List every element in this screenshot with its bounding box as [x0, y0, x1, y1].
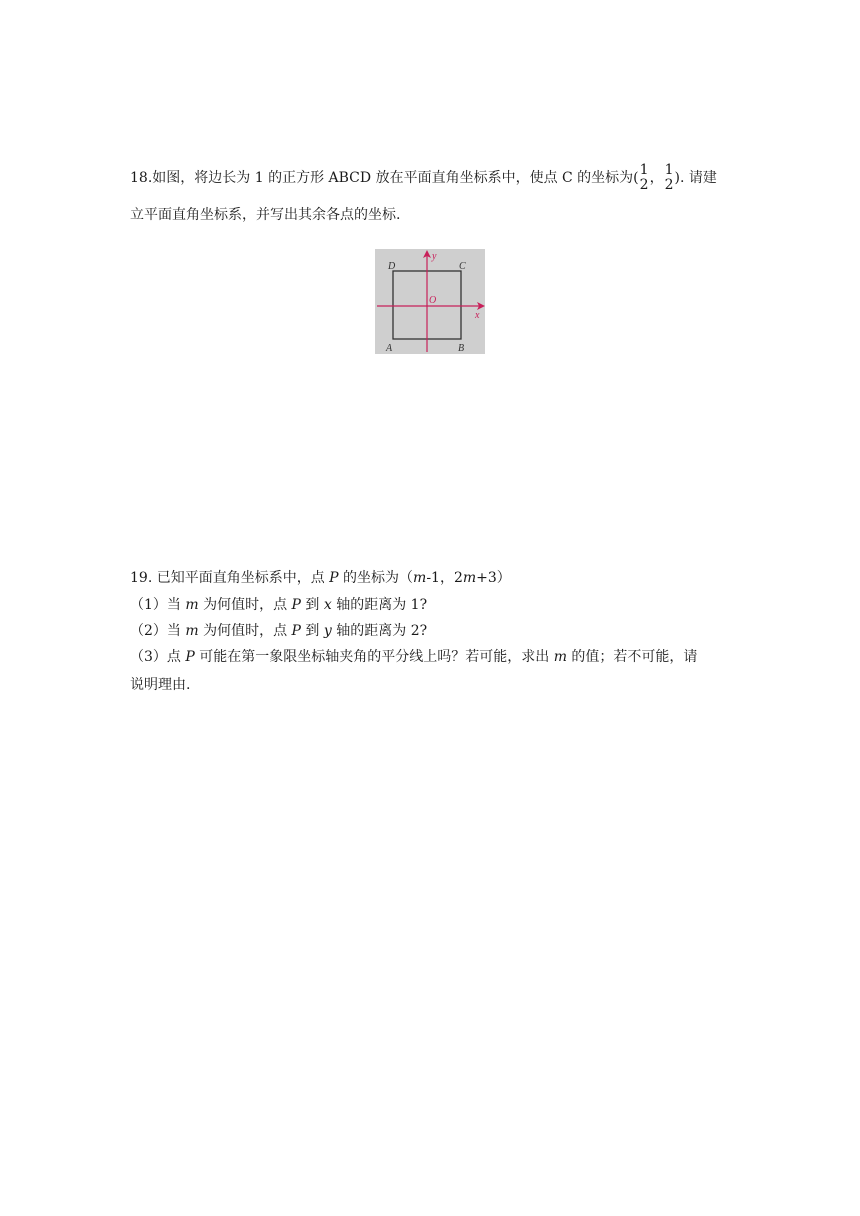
var-y: y	[323, 623, 332, 639]
var-m: m	[185, 623, 199, 639]
label-b: B	[458, 343, 465, 354]
fraction-numerator: 1	[664, 162, 674, 178]
q19-stem	[130, 568, 511, 588]
q18-fraction-1	[640, 163, 649, 193]
var-m: m	[553, 649, 567, 665]
var-m: m	[413, 570, 427, 586]
q19-stem-text: +3）	[476, 570, 511, 586]
var-m: m	[185, 597, 199, 613]
part-text: （3）点	[130, 649, 186, 665]
part-text: 轴的距离为 1?	[331, 597, 428, 613]
q18-text-pre: 18.如图，将边长为 1 的正方形 ABCD 放在平面直角坐标系中，使点 C 的坐标为(	[130, 170, 639, 186]
q18-text-post: ). 请建	[674, 170, 717, 186]
q19-part-2	[130, 621, 427, 641]
q19-stem-text: 的坐标为（	[338, 570, 414, 586]
label-x-axis: x	[475, 310, 480, 321]
figure-svg	[375, 249, 485, 354]
var-p: P	[185, 649, 195, 665]
var-x: x	[323, 597, 332, 613]
part-text: 到	[300, 623, 324, 639]
fraction-numerator: 1	[639, 162, 649, 178]
part-text: （2）当	[130, 623, 186, 639]
fraction-denominator: 2	[639, 177, 649, 193]
var-p: P	[291, 623, 301, 639]
q19-part-3-line-2: 说明理由.	[130, 677, 191, 693]
part-text: 到	[300, 597, 324, 613]
part-text: 为何值时，点	[198, 597, 292, 613]
q18-line-1	[130, 163, 717, 193]
q18-fraction-2	[665, 163, 674, 193]
label-d: D	[388, 261, 396, 272]
q19-part-1	[130, 595, 427, 615]
var-p: P	[329, 570, 339, 586]
label-y-axis: y	[432, 251, 437, 262]
square-coordinate-figure	[375, 249, 485, 354]
label-origin: O	[429, 295, 437, 306]
fraction-denominator: 2	[664, 177, 674, 193]
part-text: 为何值时，点	[198, 623, 292, 639]
part-text: 可能在第一象限坐标轴夹角的平分线上吗？若可能，求出	[194, 649, 554, 665]
part-text: 轴的距离为 2?	[331, 623, 428, 639]
label-c: C	[459, 261, 466, 272]
label-a: A	[386, 343, 393, 354]
q19-stem-text: -1，2	[426, 570, 463, 586]
part-text: （1）当	[130, 597, 186, 613]
q18-line-2: 立平面直角坐标系，并写出其余各点的坐标.	[130, 207, 401, 223]
var-m: m	[462, 570, 477, 586]
var-p: P	[291, 597, 301, 613]
q19-part-3	[130, 647, 697, 667]
q19-stem-text: 19. 已知平面直角坐标系中，点	[130, 570, 330, 586]
part-text: 的值；若不可能，请	[566, 649, 698, 665]
q18-comma: ，	[649, 170, 664, 186]
